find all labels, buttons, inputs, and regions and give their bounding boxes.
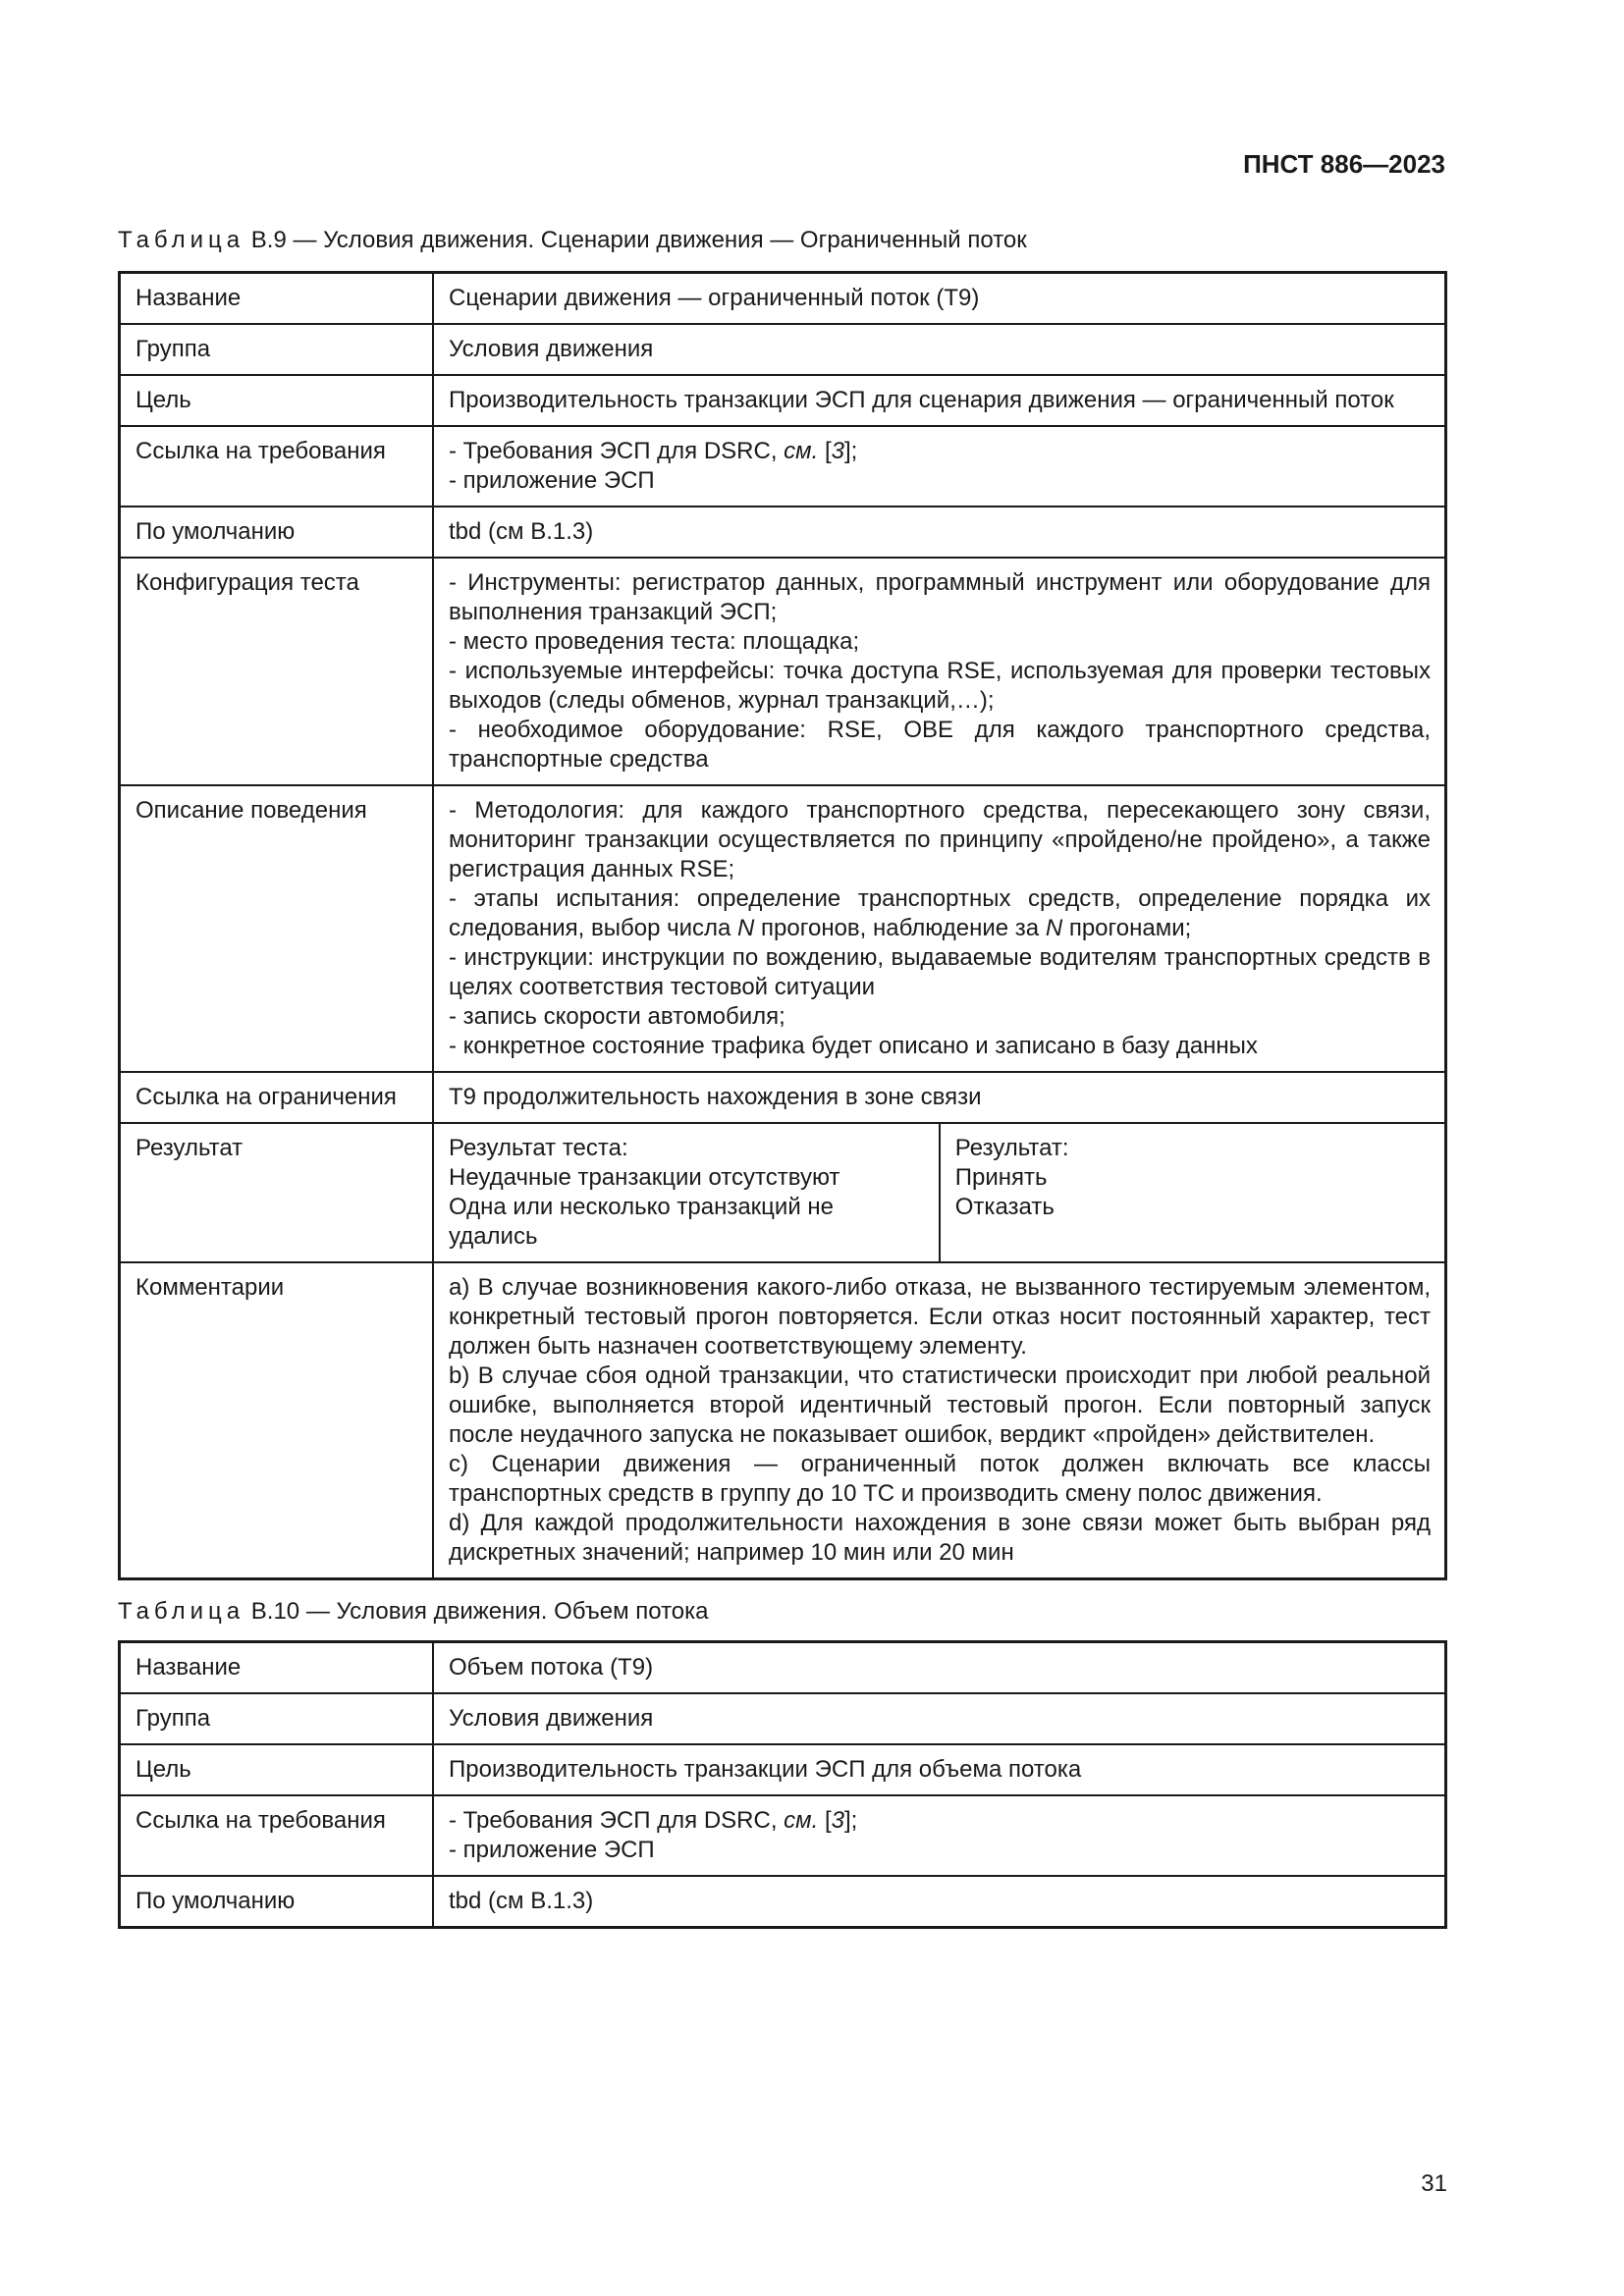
caption-prefix: Таблица (118, 227, 245, 253)
comment-item: c) Сценарии движения — ограниченный поток должен включать все классы транспортных средств в группу до 10 ТС и производить смену полос движения. (449, 1451, 1431, 1507)
table10 (118, 1640, 1447, 1929)
item-text: прогонами; (1062, 915, 1192, 941)
row-label: Группа (120, 1693, 434, 1744)
comment-item: a) В случае возникновения какого-либо отказа, не вызванного тестируемым элементом, конкретный тестовый прогон повторяется. Если отказ носит постоянный характер, тест должен быть назначен соответствующему элементу. (449, 1274, 1431, 1360)
table10-caption (118, 1598, 709, 1626)
row-label: Цель (120, 375, 434, 426)
reference-number: 3 (831, 438, 844, 464)
table-row (120, 273, 1446, 325)
result-line: Результат теста: (449, 1135, 628, 1161)
requirement-line: - приложение ЭСП (449, 1837, 655, 1863)
row-label: Комментарии (120, 1262, 434, 1579)
table-row (120, 1795, 1446, 1876)
bracket-close: ]; (843, 1807, 858, 1834)
row-label: По умолчанию (120, 1876, 434, 1928)
list-item: - Методология: для каждого транспортного средства, пересекающего зону связи, мониторинг транзакции осуществляется по принципу «пройдено/не пройдено», а также регистрация данных RSE; (449, 797, 1431, 882)
verdict-line: Отказать (954, 1194, 1055, 1220)
list-item: - конкретное состояние трафика будет описано и записано в базу данных (449, 1033, 1258, 1059)
item-text: прогонов, наблюдение за (754, 915, 1046, 941)
table-row (120, 1744, 1446, 1795)
variable-n: N (1045, 915, 1063, 941)
row-value: Объем потока (Т9) (433, 1642, 1446, 1694)
list-item: - запись скорости автомобиля; (449, 1003, 785, 1030)
row-label: Название (120, 1642, 434, 1694)
row-value (433, 1795, 1446, 1876)
bracket-close: ]; (843, 438, 858, 464)
list-item: - инструкции: инструкции по вождению, выдаваемые водителям транспортных средств в целях соответствия тестовой ситуации (449, 944, 1431, 1000)
result-line: Одна или несколько транзакций не удались (449, 1194, 835, 1250)
table-row (120, 1123, 1446, 1262)
row-value: tbd (см В.1.3) (433, 1876, 1446, 1928)
list-item (449, 884, 1431, 943)
requirement-text: - Требования ЭСП для DSRC, (449, 1807, 785, 1834)
requirement-line (449, 437, 1431, 466)
comment-item: d) Для каждой продолжительности нахождения в зоне связи может быть выбран ряд дискретных значений; например 10 мин или 20 мин (449, 1510, 1431, 1566)
see-abbrev: см. (784, 1807, 819, 1834)
table-row (120, 1072, 1446, 1123)
table-row (120, 1876, 1446, 1928)
verdict-line: Принять (954, 1164, 1048, 1191)
document-code: ПНСТ 886—2023 (1243, 149, 1445, 179)
see-abbrev: см. (784, 438, 819, 464)
row-value (433, 1262, 1446, 1579)
table-row (120, 375, 1446, 426)
table-row (120, 785, 1446, 1072)
row-value: Сценарии движения — ограниченный поток (Т9) (433, 273, 1446, 325)
row-value (433, 426, 1446, 507)
row-label: Цель (120, 1744, 434, 1795)
table-row (120, 1262, 1446, 1579)
requirement-line: - приложение ЭСП (449, 467, 655, 494)
row-value: Производительность транзакции ЭСП для сценария движения — ограниченный поток (433, 375, 1446, 426)
row-label: Ссылка на ограничения (120, 1072, 434, 1123)
page-number: 31 (1421, 2170, 1447, 2197)
bracket-open: [ (818, 438, 832, 464)
test-result-cell (433, 1123, 940, 1262)
variable-n: N (737, 915, 755, 941)
item-text: - этапы испытания: определение транспортных средств, определение порядка их следования, выбор числа (449, 885, 1431, 941)
list-item: - используемые интерфейсы: точка доступа RSE, используемая для проверки тестовых выходов (следы обменов, журнал транзакций,…); (449, 658, 1431, 714)
row-label: Ссылка на требования (120, 426, 434, 507)
row-value (433, 785, 1446, 1072)
caption-text: В.10 — Условия движения. Объем потока (244, 1598, 709, 1625)
row-label: Результат (120, 1123, 434, 1262)
table-row (120, 324, 1446, 375)
row-label: Ссылка на требования (120, 1795, 434, 1876)
row-value: Т9 продолжительность нахождения в зоне связи (433, 1072, 1446, 1123)
list-item: - Инструменты: регистратор данных, программный инструмент или оборудование для выполнения транзакций ЭСП; (449, 569, 1431, 625)
comment-item: b) В случае сбоя одной транзакции, что статистически происходит при любой реальной ошибке, выполняется второй идентичный тестовый прогон. Если повторный запуск после неудачного запуска не показывает ошибок, вердикт «пройден» действителен. (449, 1362, 1431, 1448)
table9-caption (118, 227, 1027, 254)
table-row (120, 426, 1446, 507)
requirement-text: - Требования ЭСП для DSRC, (449, 438, 785, 464)
row-value: Условия движения (433, 324, 1446, 375)
row-label: По умолчанию (120, 507, 434, 558)
table9 (118, 271, 1447, 1580)
row-value (433, 558, 1446, 785)
table-row (120, 558, 1446, 785)
reference-number: 3 (831, 1807, 844, 1834)
caption-text: В.9 — Условия движения. Сценарии движения — Ограниченный поток (244, 227, 1027, 253)
table-row (120, 1642, 1446, 1694)
row-label: Название (120, 273, 434, 325)
table-row (120, 1693, 1446, 1744)
requirement-line (449, 1806, 1431, 1836)
row-value: Производительность транзакции ЭСП для объема потока (433, 1744, 1446, 1795)
row-label: Конфигурация теста (120, 558, 434, 785)
table-row (120, 507, 1446, 558)
list-item: - место проведения теста: площадка; (449, 628, 860, 655)
result-line: Неудачные транзакции отсутствуют (449, 1164, 840, 1191)
bracket-open: [ (818, 1807, 832, 1834)
row-value: Условия движения (433, 1693, 1446, 1744)
caption-prefix: Таблица (118, 1598, 245, 1625)
row-label: Описание поведения (120, 785, 434, 1072)
verdict-line: Результат: (954, 1135, 1069, 1161)
row-label: Группа (120, 324, 434, 375)
list-item: - необходимое оборудование: RSE, OBE для каждого транспортного средства, транспортные средства (449, 717, 1431, 773)
verdict-cell (940, 1123, 1446, 1262)
row-value: tbd (см В.1.3) (433, 507, 1446, 558)
